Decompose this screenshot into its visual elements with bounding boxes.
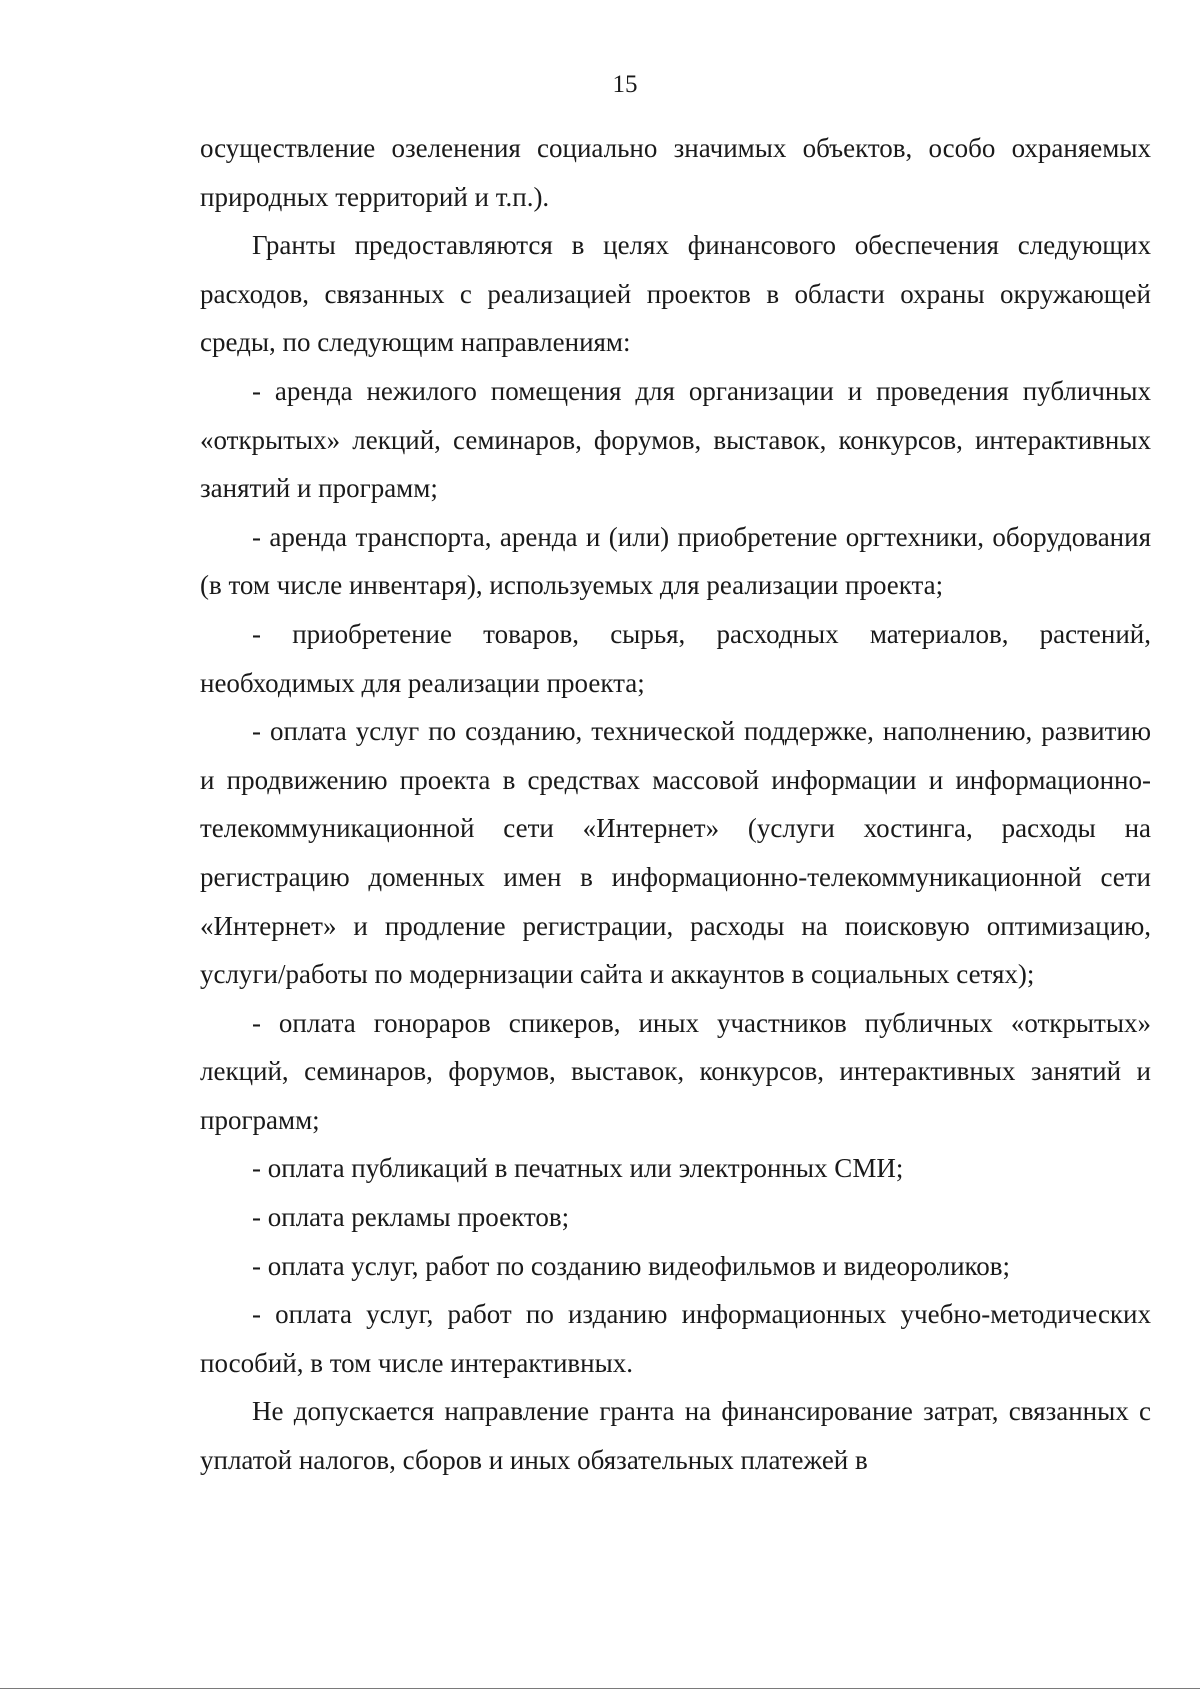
paragraph: Не допускается направление гранта на финансирование затрат, связанных с уплатой налогов, сборов и иных обязательных платежей в — [200, 1396, 1151, 1476]
list-item: - оплата гонораров спикеров, иных участников публичных «открытых» лекций, семинаров, форумов, выставок, конкурсов, интерактивных занятий и программ; — [200, 1007, 1151, 1135]
paragraph: Гранты предоставляются в целях финансового обеспечения следующих расходов, связанных с реализацией проектов в области охраны окружающей среды, по следующим направлениям: — [200, 230, 1151, 358]
list-item: - оплата услуг по созданию, технической поддержке, наполнению, развитию и продвижению проекта в средствах массовой информации и информационно-телекоммуникационной сети «Интернет» (услуги хостинга, расходы на регистрацию доменных имен в информационно-телекоммуникационной сети «Интернет» и продление регистрации, расходы на поисковую оптимизацию, услуги/работы по модернизации сайта и аккаунтов в социальных сетях); — [200, 716, 1151, 990]
list-item: - аренда транспорта, аренда и (или) приобретение оргтехники, оборудования (в том числе инвентаря), используемых для реализации проекта; — [200, 521, 1151, 601]
list-item: - оплата услуг, работ по созданию видеофильмов и видеороликов; — [252, 1250, 1011, 1281]
list-item: - аренда нежилого помещения для организации и проведения публичных «открытых» лекций, семинаров, форумов, выставок, конкурсов, интерактивных занятий и программ; — [200, 375, 1151, 504]
paragraph: осуществление озеленения социально значимых объектов, особо охраняемых природных территорий и т.п.). — [200, 133, 1151, 212]
list-item: - оплата услуг, работ по изданию информационных учебно-методических пособий, в том числе интерактивных. — [200, 1299, 1151, 1378]
list-item: - приобретение товаров, сырья, расходных материалов, растений, необходимых для реализации проекта; — [200, 618, 1151, 698]
list-item: - оплата рекламы проектов; — [252, 1202, 570, 1233]
page-bottom-rule — [0, 1688, 1200, 1689]
document-body — [200, 124, 1151, 1485]
page-number: 15 — [612, 71, 638, 98]
list-item: - оплата публикаций в печатных или электронных СМИ; — [252, 1153, 904, 1184]
